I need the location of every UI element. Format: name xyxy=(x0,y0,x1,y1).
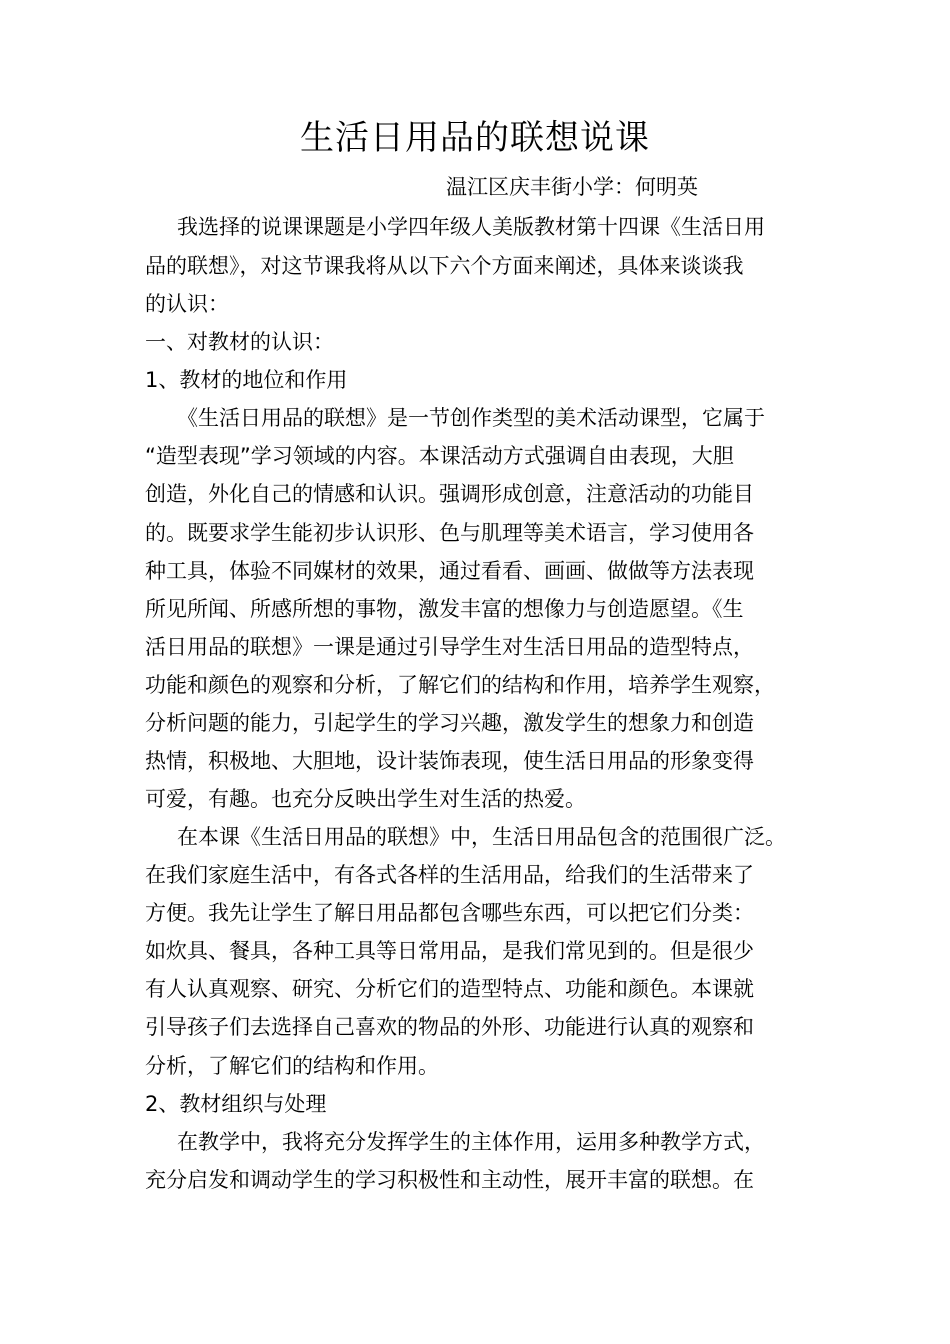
paragraph-line: 在教学中，我将充分发挥学生的主体作用，运用多种教学方式， xyxy=(177,1130,765,1154)
paragraph-line: 如炊具、餐具，各种工具等日常用品，是我们常见到的。但是很少 xyxy=(145,939,754,963)
document-author: 温江区庆丰街小学：何明英 xyxy=(446,175,698,199)
paragraph-line: 热情，积极地、大胆地，设计装饰表现，使生活日用品的形象变得 xyxy=(145,749,754,773)
paragraph-line: 有人认真观察、研究、分析它们的造型特点、功能和颜色。本课就 xyxy=(145,977,754,1001)
paragraph-line: 品的联想》，对这节课我将从以下六个方面来阐述，具体来谈谈我 xyxy=(145,254,744,278)
paragraph-line: 引导孩子们去选择自己喜欢的物品的外形、功能进行认真的观察和 xyxy=(145,1015,754,1039)
paragraph-line: 的认识： xyxy=(145,292,229,316)
paragraph-line: 《生活日用品的联想》是一节创作类型的美术活动课型，它属于 xyxy=(177,406,765,430)
paragraph-line: 功能和颜色的观察和分析，了解它们的结构和作用，培养学生观察， xyxy=(145,673,775,697)
paragraph-line: 在本课《生活日用品的联想》中，生活日用品包含的范围很广泛。 xyxy=(177,825,786,849)
paragraph-line: “造型表现”学习领域的内容。本课活动方式强调自由表现，大胆 xyxy=(145,444,734,468)
paragraph-line: 种工具，体验不同媒材的效果，通过看看、画画、做做等方法表现 xyxy=(145,559,754,583)
paragraph-line: 创造，外化自己的情感和认识。强调形成创意，注意活动的功能目 xyxy=(145,482,754,506)
paragraph-line: 活日用品的联想》一课是通过引导学生对生活日用品的造型特点， xyxy=(145,635,754,659)
paragraph-line: 的。既要求学生能初步认识形、色与肌理等美术语言，学习使用各 xyxy=(145,521,754,545)
paragraph-line: 分析问题的能力，引起学生的学习兴趣，激发学生的想象力和创造 xyxy=(145,711,754,735)
subsection-heading: 1、教材的地位和作用 xyxy=(145,368,348,392)
section-heading: 一、对教材的认识： xyxy=(145,330,334,354)
paragraph-line: 方便。我先让学生了解日用品都包含哪些东西，可以把它们分类： xyxy=(145,901,754,925)
paragraph-line: 在我们家庭生活中，有各式各样的生活用品，给我们的生活带来了 xyxy=(145,863,754,887)
paragraph-line: 所见所闻、所感所想的事物，激发丰富的想像力与创造愿望。《生 xyxy=(145,597,744,621)
document-title: 生活日用品的联想说课 xyxy=(300,118,650,158)
paragraph-line: 充分启发和调动学生的学习积极性和主动性，展开丰富的联想。在 xyxy=(145,1168,754,1192)
subsection-heading: 2、教材组织与处理 xyxy=(145,1092,327,1116)
paragraph-line: 我选择的说课课题是小学四年级人美版教材第十四课《生活日用 xyxy=(177,215,765,239)
paragraph-line: 分析，了解它们的结构和作用。 xyxy=(145,1054,439,1078)
paragraph-line: 可爱，有趣。也充分反映出学生对生活的热爱。 xyxy=(145,787,586,811)
